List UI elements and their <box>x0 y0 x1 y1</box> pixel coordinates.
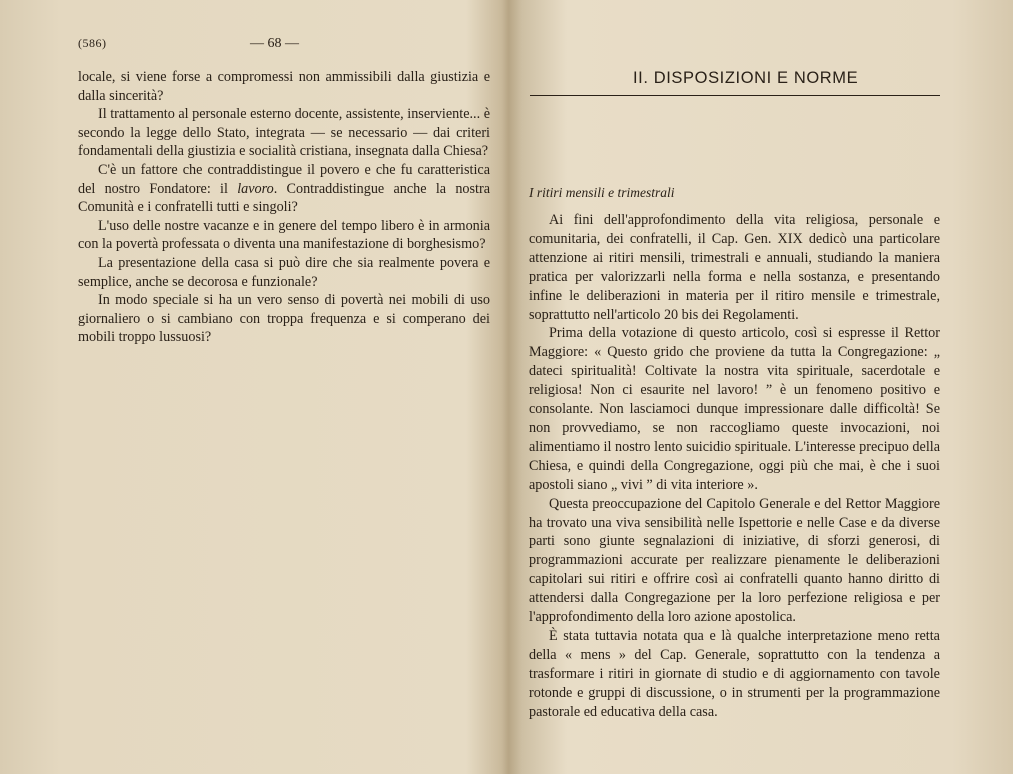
title-rule <box>530 95 940 96</box>
paragraph: Il trattamento al personale esterno docente, assistente, inserviente... è secondo la legge dello Stato, integrata — se necessario — dai criteri fondamentali della giustizia e socialità cristiana, insegnata dalla Chiesa? <box>78 106 490 160</box>
paragraph: Ai fini dell'approfondimento della vita religiosa, personale e comunitaria, dei confratelli, il Cap. Gen. XIX dedicò una particolare attenzione ai ritiri mensili, trimestrali e annuali, studiando la maniera pratica per valorizzarli nella forma e nella sostanza, e presentando infine le deliberazioni in materia per il ritiro mensile e trimestrale, soprattutto nell'articolo 20 bis dei Regolamenti. <box>529 212 940 323</box>
page-header <box>78 36 490 54</box>
italic-word: lavoro <box>237 180 274 197</box>
paragraph: L'uso delle nostre vacanze e in genere del tempo libero è in armonia con la povertà professata o diventa una manifestazione di borghesismo? <box>78 217 490 253</box>
right-page-body <box>529 211 940 721</box>
paragraph: È stata tuttavia notata qua e là qualche interpretazione meno retta della « mens » del Cap. Generale, soprattutto con la tendenza a trasformare i ritiri in giornate di studio e di aggiornamento con tavole rotonde e gruppi di discussione, o in strumenti per la programmazione pastorale ed educativa della casa. <box>529 627 940 720</box>
paragraph: Prima della votazione di questo articolo, così si espresse il Rettor Maggiore: « Questo grido che proviene da tutta la Congregazione: „ dateci spiritualità! Coltivate la nostra vita spirituale, sacerdotale e religiosa! Non ci esaurite nel lavoro! ” è un fenomeno positivo e consolante. Non lasciamoci dunque impressionare dalle difficoltà! Se non provvediamo, se non raccogliamo queste invocazioni, noi alimentiamo il nostro lento suicidio spirituale. L'interesse precipuo della Chiesa, e quindi della Congregazione, oggi più che mai, è che i suoi apostoli siano „ vivi ” di vita interiore ». <box>529 325 940 493</box>
section-title: II. DISPOSIZIONI E NORME <box>633 69 859 87</box>
paragraph: Questa preoccupazione del Capitolo Generale e del Rettor Maggiore ha trovato una viva sensibilità nelle Ispettorie e nelle Case e da diverse parti sono giunte segnalazioni di iniziative, di sforzi generosi, di programmazioni accurate per realizzare pienamente le deliberazioni capitolari sui ritiri e offrire così ai confratelli quanto hanno diritto di attendersi dalla Congregazione per la loro perfezione religiosa e per l'approfondimento della loro azione apostolica. <box>529 495 940 626</box>
left-page <box>0 0 505 774</box>
paragraph: La presentazione della casa si può dire che sia realmente povera e semplice, anche se decorosa e funzionale? <box>78 254 490 290</box>
page-code: (586) <box>78 36 107 50</box>
left-page-body <box>78 68 490 347</box>
paragraph: In modo speciale si ha un vero senso di povertà nei mobili di uso giornaliero o si cambiano con troppa frequenza e si comperano dei mobili troppo lussuosi? <box>78 292 490 346</box>
subsection-heading: I ritiri mensili e trimestrali <box>529 185 675 200</box>
paragraph-with-italic <box>78 161 490 217</box>
paragraph-text: . Contraddistingue anche la nostra Comunità e i confratelli tutti e singoli? <box>78 180 490 216</box>
paragraph: locale, si viene forse a compromessi non ammissibili dalla giustizia e dalla sincerità? <box>78 69 490 104</box>
page-number: — 68 — <box>250 36 299 51</box>
paragraph-text: C'è un fattore che contraddistingue il povero e che fu caratteristica del nostro Fondatore: il <box>78 161 490 197</box>
